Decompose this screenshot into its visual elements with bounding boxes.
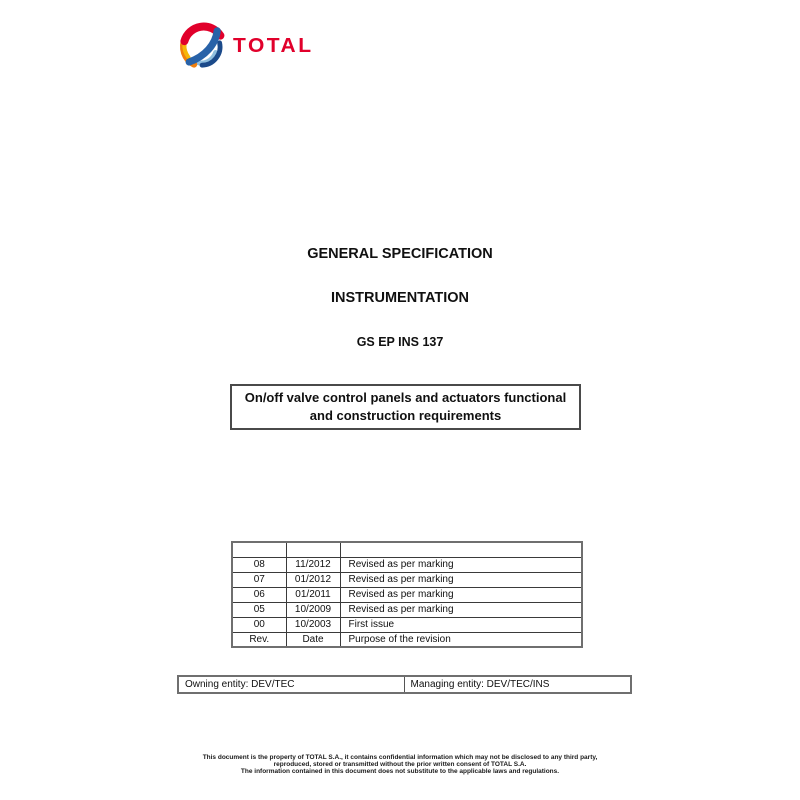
subject-title-line1: On/off valve control panels and actuators functional [244,390,567,405]
date-cell [286,542,340,557]
table-row [232,542,582,557]
footer-line3: The information contained in this document does not substitute to the applicable laws and regulations. [240,768,560,776]
entity-table [177,675,632,694]
purpose-cell: First issue [340,617,582,632]
total-logo [178,22,314,70]
purpose-cell: Revised as per marking [340,572,582,587]
revision-history-table [231,541,583,648]
date-header-cell: Date [286,632,340,647]
doc-number: GS EP INS 137 [356,335,444,349]
rev-cell: 08 [232,557,286,572]
table-row [232,587,582,602]
rev-cell: 07 [232,572,286,587]
rev-header-cell: Rev. [232,632,286,647]
rev-cell [232,542,286,557]
date-cell: 11/2012 [286,557,340,572]
confidentiality-notice [0,754,800,776]
purpose-cell: Revised as per marking [340,602,582,617]
purpose-cell [340,542,582,557]
table-row [232,557,582,572]
subject-title-box [230,384,581,430]
purpose-cell: Revised as per marking [340,587,582,602]
table-row [178,676,631,693]
date-cell: 01/2011 [286,587,340,602]
table-row [232,632,582,647]
footer-line2: reproduced, stored or transmitted without the prior written consent of TOTAL S.A. [273,761,527,769]
table-row [232,602,582,617]
table-row [232,617,582,632]
total-wordmark: TOTAL [233,34,314,57]
date-cell: 01/2012 [286,572,340,587]
spec-type-heading: GENERAL SPECIFICATION [307,246,493,262]
purpose-header-cell: Purpose of the revision [340,632,582,647]
owning-entity-cell: Owning entity: DEV/TEC [178,676,404,693]
managing-entity-cell: Managing entity: DEV/TEC/INS [404,676,631,693]
date-cell: 10/2003 [286,617,340,632]
rev-cell: 05 [232,602,286,617]
purpose-cell: Revised as per marking [340,557,582,572]
total-globe-icon [178,22,226,70]
rev-cell: 00 [232,617,286,632]
rev-cell: 06 [232,587,286,602]
subject-title-line2: and construction requirements [309,408,502,423]
discipline-heading: INSTRUMENTATION [330,290,469,306]
table-row [232,572,582,587]
footer-line1: This document is the property of TOTAL S.A., it contains confidential information which may not be disclosed to any third party, [202,754,598,761]
date-cell: 10/2009 [286,602,340,617]
